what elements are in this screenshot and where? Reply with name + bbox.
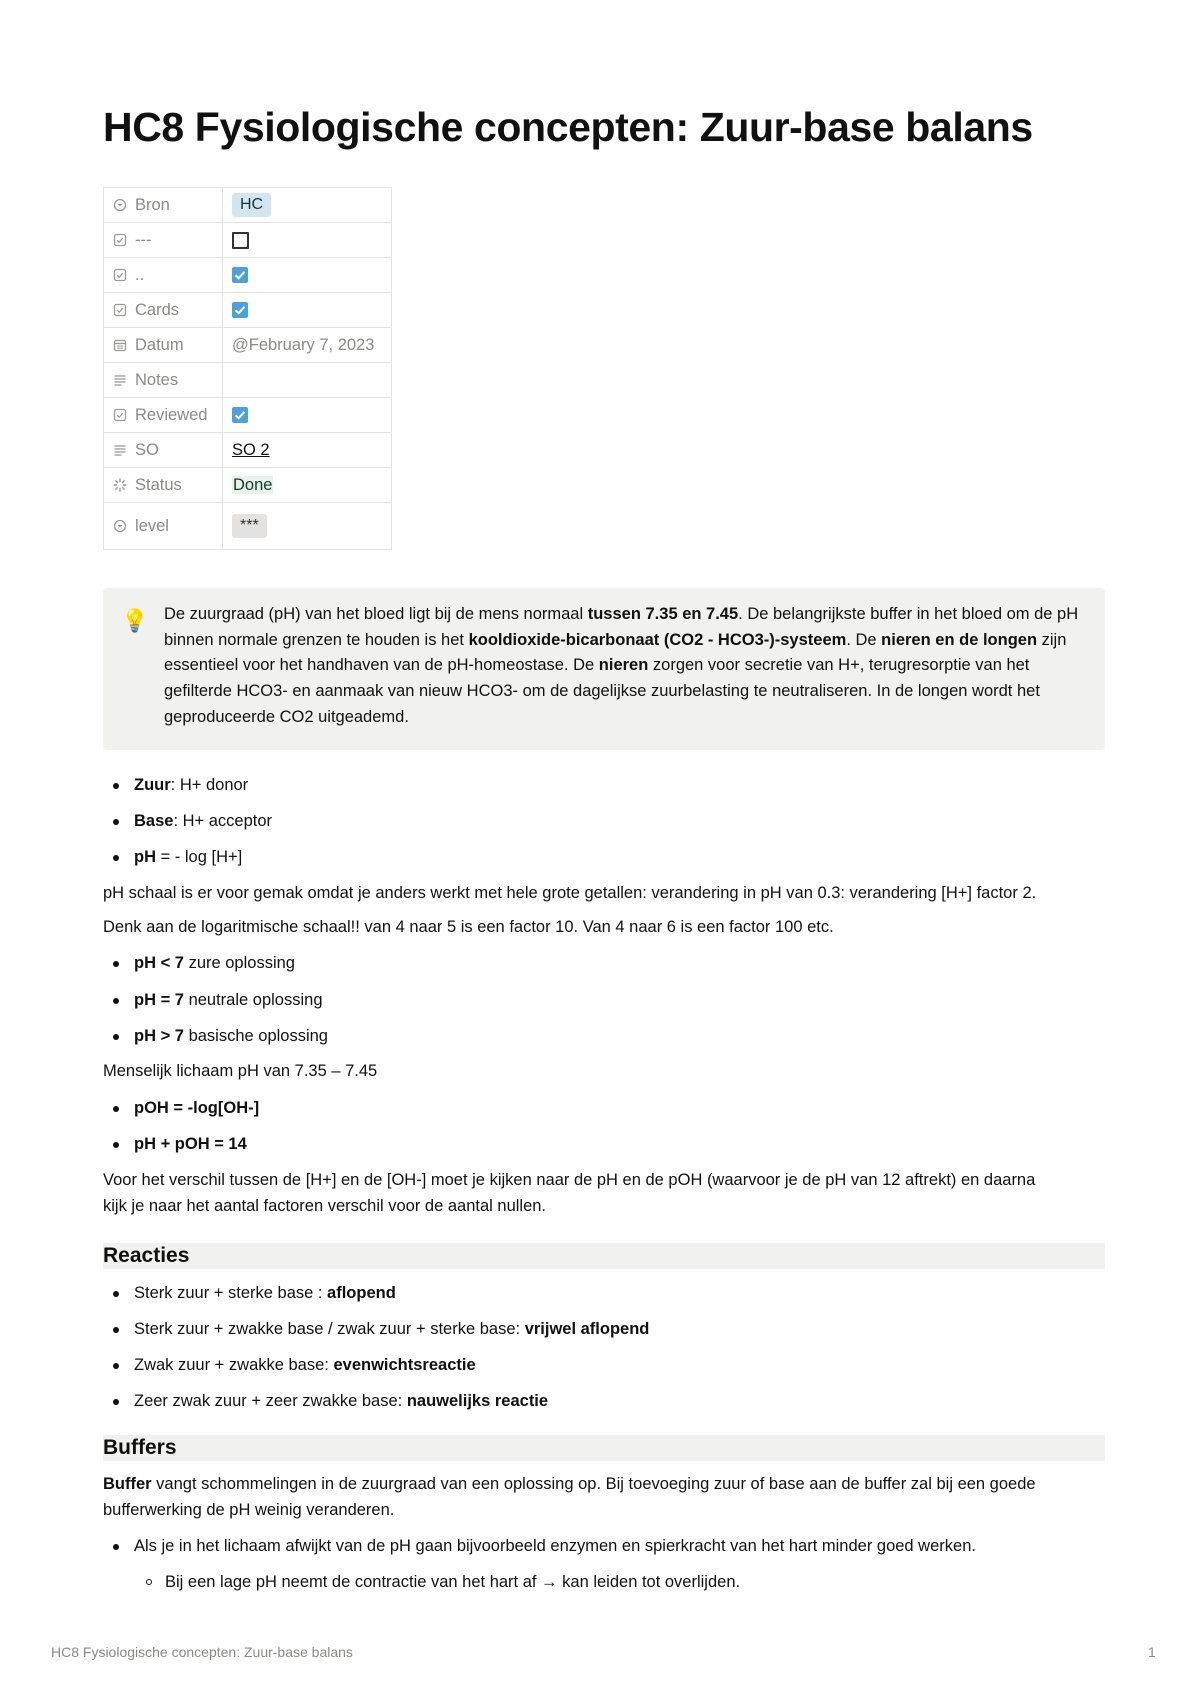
checkbox-checked-icon[interactable] <box>232 267 248 283</box>
checkbox-checked-icon[interactable] <box>232 302 248 318</box>
property-label: SO <box>135 440 159 459</box>
footer-title: HC8 Fysiologische concepten: Zuur-base balans <box>51 1644 353 1660</box>
property-row-reviewed <box>104 398 392 433</box>
property-row-status <box>104 468 392 503</box>
list-item: pH + pOH = 14 <box>134 1132 247 1158</box>
properties-table <box>103 187 392 550</box>
callout-text: De zuurgraad (pH) van het bloed ligt bij de mens normaal tussen 7.35 en 7.45. De belangrijkste buffer in het bloed om de pH binnen normale grenzen te houden is het kooldioxide-bicarbonaat (CO2 - HCO3-)-systeem. De nieren en de longen zijn essentieel voor het handhaven van de pH-homeostase. De nieren zorgen voor secretie van H+, terugresorptie van het gefilterde HCO3- en aanmaak van nieuw HCO3- om de dagelijkse zuurbelasting te neutraliseren. In de longen wordt het geproduceerde CO2 uitgeademd. <box>164 605 1079 726</box>
list-item: pOH = -log[OH-] <box>134 1096 259 1122</box>
text-property-icon <box>113 443 127 457</box>
status-loader-icon <box>113 478 127 492</box>
list-item: pH > 7 basische oplossing <box>134 1024 328 1050</box>
sub-list-item: Bij een lage pH neemt de contractie van het hart af → kan leiden tot overlijden. <box>165 1570 740 1596</box>
property-label: Bron <box>135 195 170 214</box>
property-row-notes <box>104 363 392 398</box>
property-row-dashes <box>104 223 392 258</box>
select-property-icon <box>113 198 127 212</box>
page-number: 1 <box>1148 1644 1156 1660</box>
property-label: .. <box>135 265 145 284</box>
list-item: Zwak zuur + zwakke base: evenwichtsreactie <box>134 1353 476 1379</box>
section-heading-reacties: Reacties <box>103 1243 1105 1269</box>
notes-value[interactable] <box>223 363 392 398</box>
page-title: HC8 Fysiologische concepten: Zuur-base balans <box>103 104 1033 150</box>
property-label: Datum <box>135 335 184 354</box>
status-badge[interactable]: Done <box>233 475 273 494</box>
list-item: Als je in het lichaam afwijkt van de pH gaan bijvoorbeeld enzymen en spierkracht van het hart minder goed werken. <box>134 1534 976 1560</box>
paragraph: kijk je naar het aantal factoren verschil voor de aantal nullen. <box>103 1197 547 1215</box>
property-label: Cards <box>135 300 180 319</box>
list-item: Zuur: H+ donor <box>134 773 248 799</box>
calendar-icon <box>113 338 127 352</box>
checkbox-checked-icon[interactable] <box>232 407 248 423</box>
paragraph: Menselijk lichaam pH van 7.35 – 7.45 <box>103 1062 378 1080</box>
list-item: pH = 7 neutrale oplossing <box>134 988 323 1014</box>
property-label: --- <box>135 230 152 249</box>
checkbox-property-icon <box>113 408 127 422</box>
lightbulb-icon: 💡 <box>121 608 149 633</box>
checkbox-property-icon <box>113 268 127 282</box>
level-tag[interactable]: *** <box>232 514 267 538</box>
list-item: Base: H+ acceptor <box>134 809 272 835</box>
select-property-icon <box>113 519 127 533</box>
property-row-datum <box>104 328 392 363</box>
list-item: Sterk zuur + zwakke base / zwak zuur + sterke base: vrijwel aflopend <box>134 1317 649 1343</box>
property-label: Reviewed <box>135 405 208 424</box>
date-value[interactable]: @February 7, 2023 <box>232 335 375 354</box>
text-property-icon <box>113 373 127 387</box>
callout-box <box>103 588 1105 750</box>
checkbox-property-icon <box>113 233 127 247</box>
so-link[interactable]: SO 2 <box>232 440 270 459</box>
list-item: pH = - log [H+] <box>134 845 242 871</box>
bron-tag[interactable]: HC <box>232 193 271 217</box>
paragraph: Buffer vangt schommelingen in de zuurgraad van een oplossing op. Bij toevoeging zuur of base aan de buffer zal bij een goede <box>103 1475 1036 1493</box>
list-item: Zeer zwak zuur + zeer zwakke base: nauwelijks reactie <box>134 1389 548 1415</box>
property-row-dots <box>104 258 392 293</box>
property-row-so <box>104 433 392 468</box>
section-heading-buffers: Buffers <box>103 1435 1105 1461</box>
property-row-cards <box>104 293 392 328</box>
property-row-level <box>104 503 392 550</box>
list-item: Sterk zuur + sterke base : aflopend <box>134 1281 396 1307</box>
checkbox-unchecked[interactable] <box>232 232 249 249</box>
property-label: Status <box>135 475 182 494</box>
property-label: Notes <box>135 370 179 389</box>
paragraph: pH schaal is er voor gemak omdat je anders werkt met hele grote getallen: verandering in pH van 0.3: verandering [H+] factor 2. <box>103 884 1037 902</box>
property-row-bron <box>104 188 392 223</box>
list-item: pH < 7 zure oplossing <box>134 951 295 977</box>
checkbox-property-icon <box>113 303 127 317</box>
paragraph: bufferwerking de pH weinig veranderen. <box>103 1501 395 1519</box>
property-label: level <box>135 516 169 535</box>
paragraph: Voor het verschil tussen de [H+] en de [OH-] moet je kijken naar de pH en de pOH (waarvoor je de pH van 12 aftrekt) en daarna <box>103 1171 1036 1189</box>
paragraph: Denk aan de logaritmische schaal!! van 4 naar 5 is een factor 10. Van 4 naar 6 is een factor 100 etc. <box>103 918 834 936</box>
